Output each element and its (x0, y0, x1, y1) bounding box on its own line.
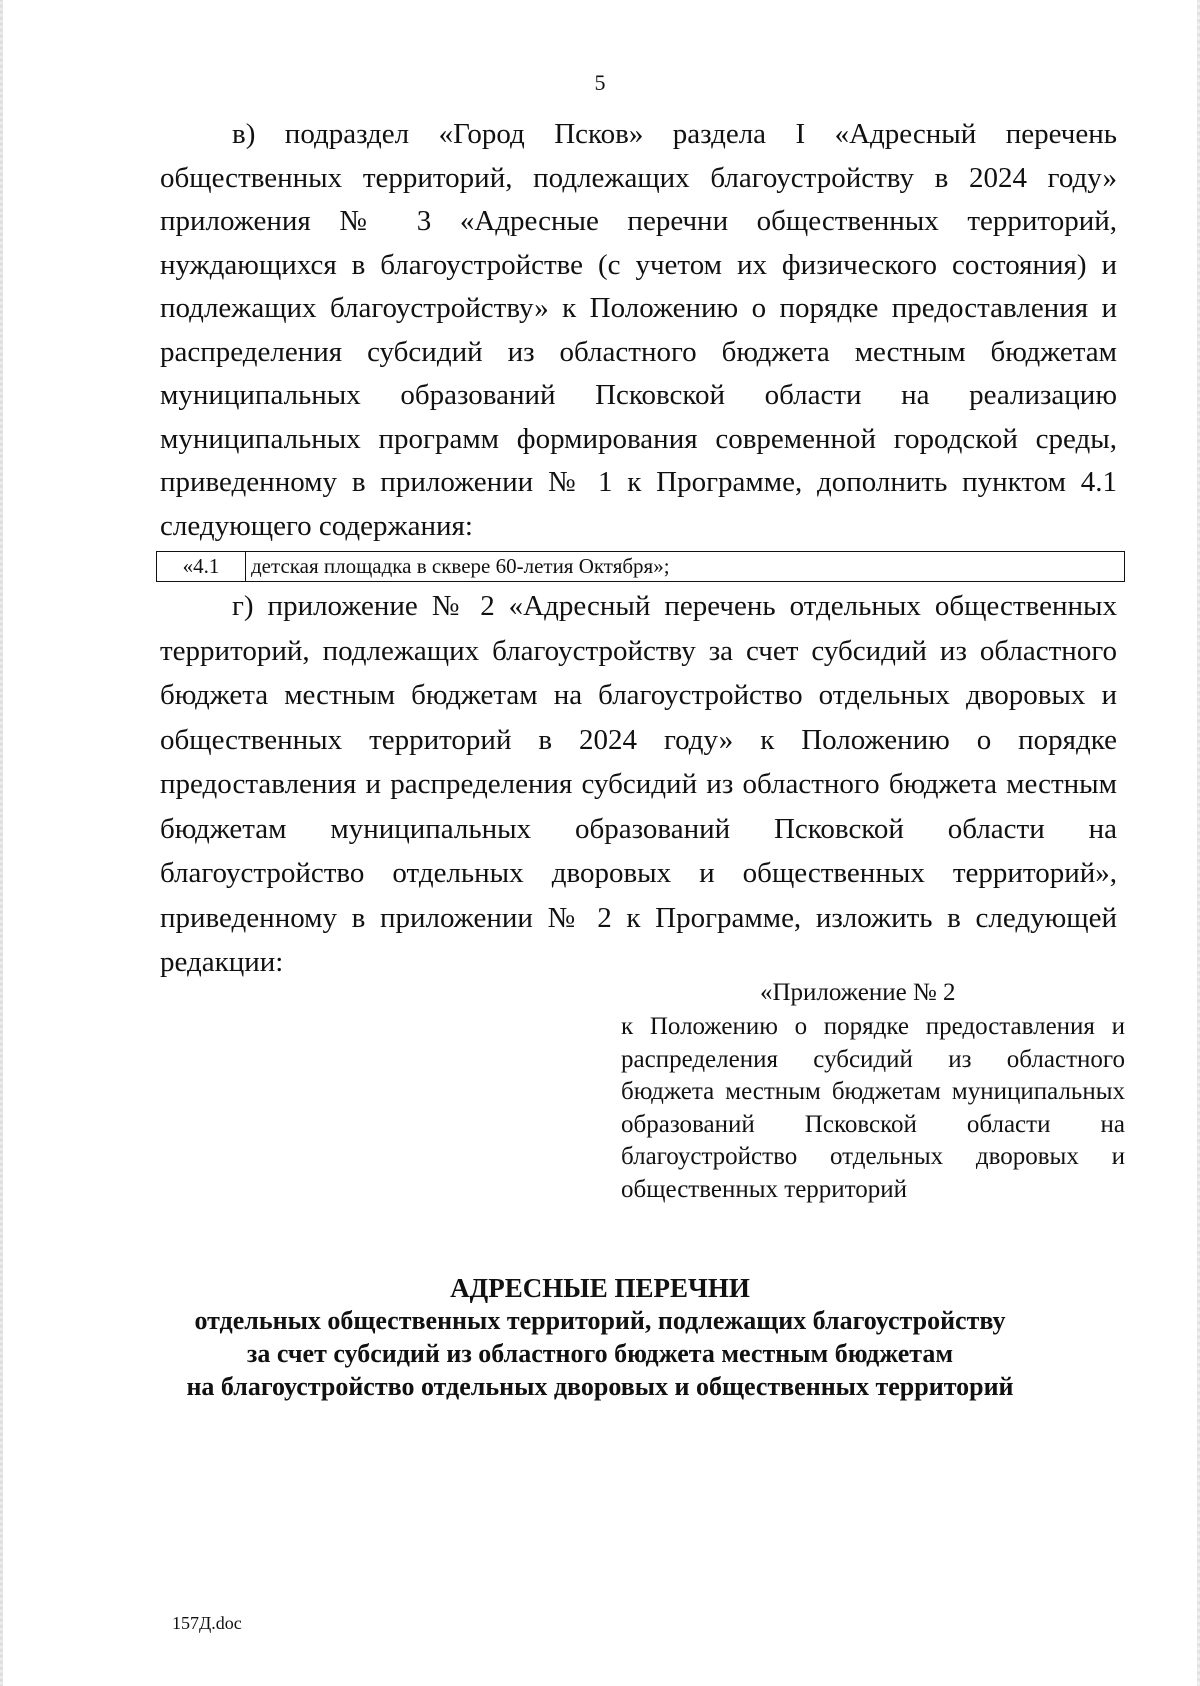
row-number-cell: «4.1 (157, 552, 246, 582)
row-text-cell: детская площадка в сквере 60-летия Октября»; (251, 554, 670, 578)
subheading-line-1: отдельных общественных территорий, подлежащих благоустройству (194, 1306, 1006, 1335)
subheading-line-3: на благоустройство отдельных дворовых и общественных территорий (186, 1372, 1014, 1401)
page-number: 5 (594, 70, 606, 95)
appendix-body: к Положению о порядке предоставления и распределения субсидий из областного бюджета местным бюджетам муниципальных образований Псковской области на благоустройство отдельных дворовых и общественных территорий (621, 1013, 1125, 1203)
inserted-row-table (156, 551, 1125, 582)
appendix-title: «Приложение № 2 (760, 979, 956, 1006)
footer-filename: 157Д.doc (172, 1613, 242, 1633)
paragraph-item-v: в) подраздел «Город Псков» раздела I «Адресный перечень общественных территорий, подлежащих благоустройству в 2024 году» приложения № 3 «Адресные перечни общественных территорий, нуждающихся в благоустройстве (с учетом их физического состояния) и подлежащих благоустройству» к Положению о порядке предоставления и распределения субсидий из областного бюджета местным бюджетам муниципальных образований Псковской области на реализацию муниципальных программ формирования современной городской среды, приведенному в приложении № 1 к Программе, дополнить пунктом 4.1 следующего содержания: (160, 118, 1117, 542)
paragraph-item-g: г) приложение № 2 «Адресный перечень отдельных общественных территорий, подлежащих благоустройству за счет субсидий из областного бюджета местным бюджетам на благоустройство отдельных дворовых и общественных территорий в 2024 году» к Положению о порядке предоставления и распределения субсидий из областного бюджета местным бюджетам муниципальных образований Псковской области на благоустройство отдельных дворовых и общественных территорий», приведенному в приложении № 2 к Программе, изложить в следующей редакции: (160, 590, 1117, 978)
subheading-line-2: за счет субсидий из областного бюджета местным бюджетам (246, 1339, 954, 1368)
document-subheading (150, 1304, 1050, 1403)
table-row (157, 552, 1125, 582)
scan-edge-left (0, 0, 3, 1686)
document-heading: АДРЕСНЫЕ ПЕРЕЧНИ (450, 1273, 750, 1303)
